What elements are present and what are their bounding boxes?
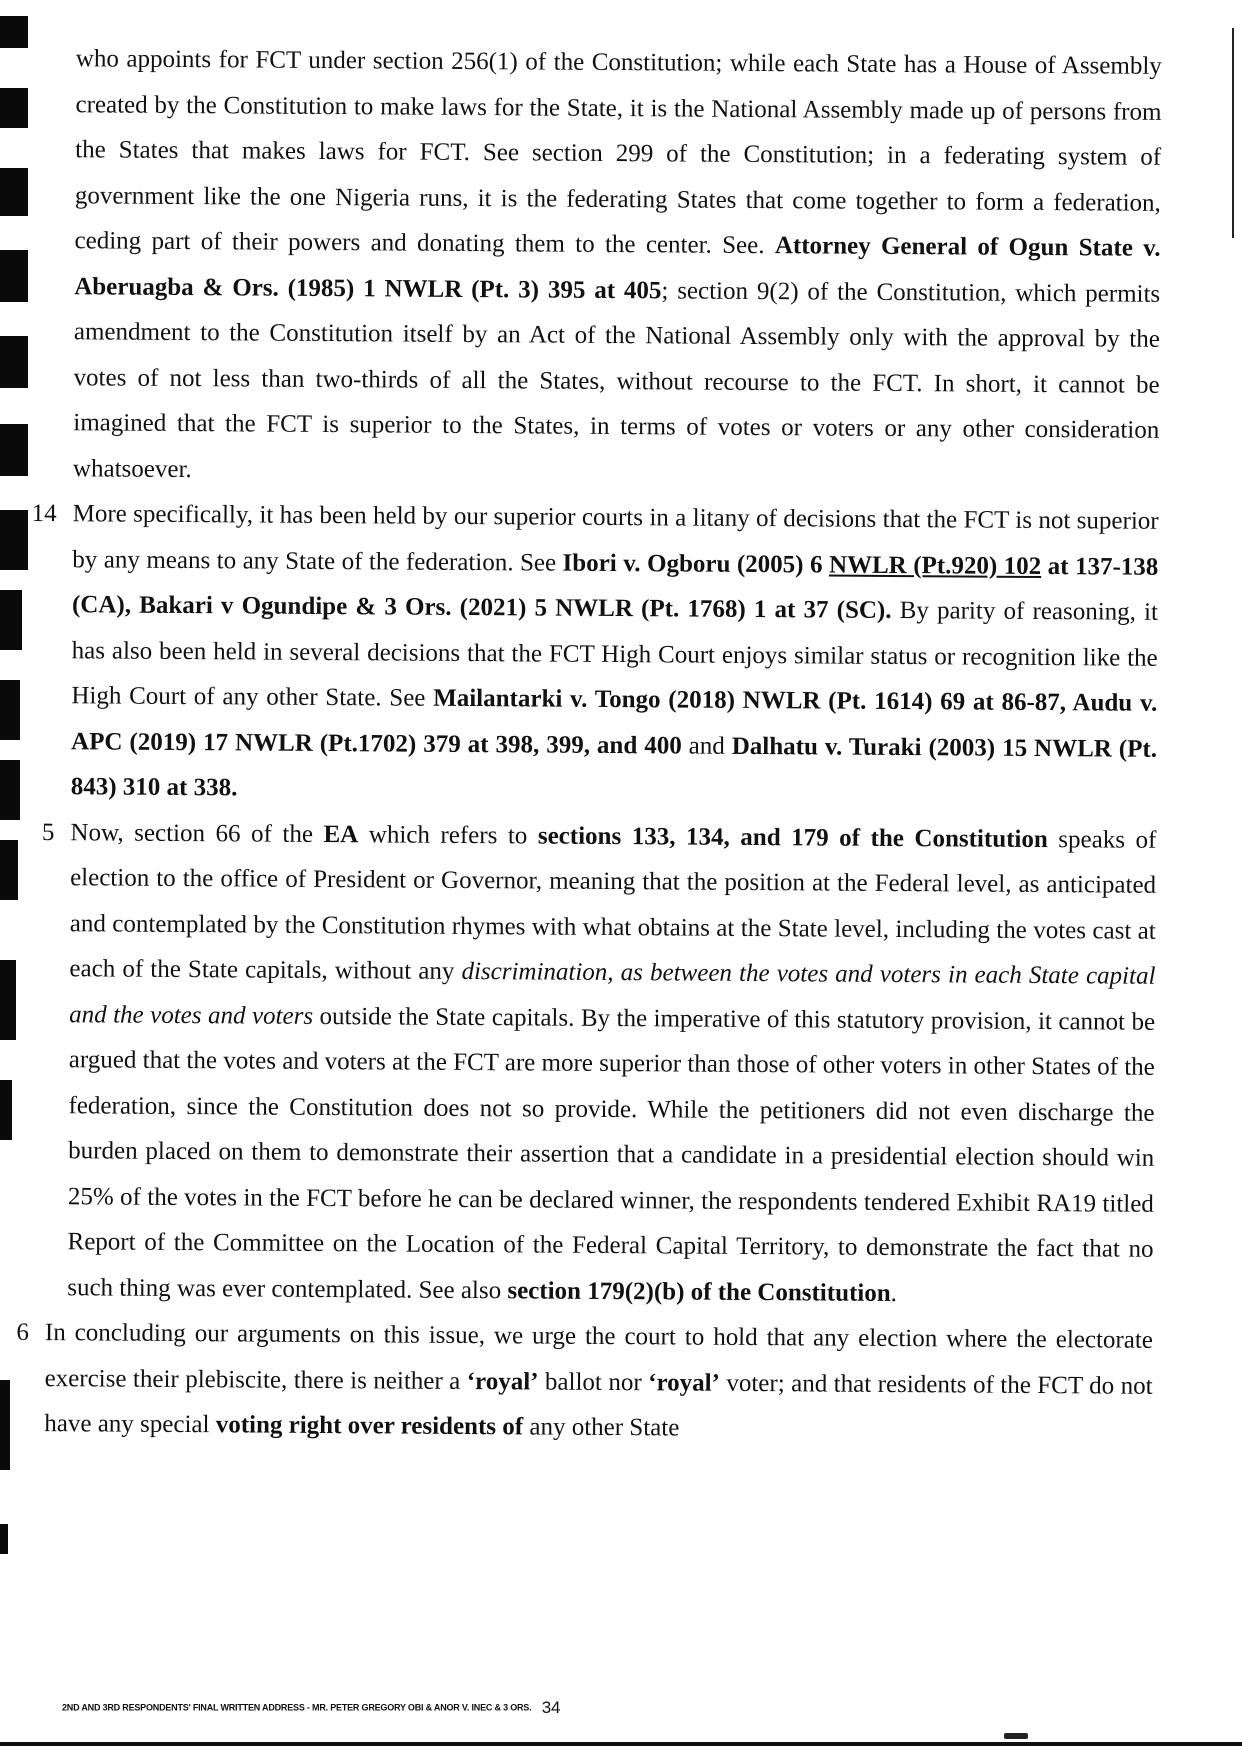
text-run: Ibori v. Ogboru (2005) 6 (562, 549, 830, 579)
binding-mark (0, 680, 20, 740)
binding-mark (0, 168, 28, 216)
page-number: 34 (541, 1698, 561, 1717)
paragraph-number: 6 (16, 1318, 30, 1346)
binding-mark (0, 336, 28, 388)
page-bottom-edge (0, 1742, 1242, 1746)
binding-mark (0, 960, 16, 1040)
text-run: ‘royal’ (648, 1368, 721, 1397)
binding-mark (0, 88, 28, 128)
text-run: outside the State capitals. By the imperative of this statutory provision, it cannot be argued that the votes and voters at the FCT are more superior than those of other voters in other States of the federation, since the Constitution does not so provide. While the petitioners did not even discharge the burden placed on them to demonstrate their assertion that a candidate in a presidential election should win 25% of the votes in the FCT before he can be declared winner, the respondents tendered Exhibit RA19 titled Report of the Committee on the Location of the Federal Capital Territory, to demonstrate the fact that no such thing was ever contemplated. See also (67, 1002, 1156, 1304)
text-run: ; section 9(2) of the Constitution, which permits amendment to the Constitution itself by an Act of the National Assembly only with the approval by the votes of not less than two-thirds of all the States, without recourse to the FCT. In short, it cannot be imagined that the FCT is superior to the States, in terms of votes or voters or any other consideration whatsoever. (72, 276, 1161, 483)
text-run: discrimination, as between the votes and voters in each State capital and the votes and voters (69, 957, 1156, 1030)
page-footer (62, 1698, 560, 1718)
binding-mark (0, 590, 22, 650)
text-run: Mailantarki v. Tongo (2018) NWLR (Pt. 1614) 69 at 86-87, Audu v. APC (2019) 17 NWLR (Pt.1702) 379 at 398, 399, and 400 (70, 684, 1158, 759)
text-run: sections 133, 134, and 179 of the Constitution (537, 821, 1048, 853)
text-run: speaks of election to the office of President or Governor, meaning that the position at the Federal level, as anticipated and contemplated by the Constitution rhymes with what obtains at the State level, including the votes cast at each of the State capitals, without any (69, 825, 1157, 985)
text-run: In concluding our arguments on this issue, we urge the court to hold that any election where the electorate exercise their plebiscite, there is neither a (44, 1319, 1154, 1395)
text-run: at 137-138 (CA), Bakari v Ogundipe & 3 Ors. (2021) 5 NWLR (Pt. 1768) 1 at 37 (SC). (71, 552, 1159, 624)
binding-mark (0, 1524, 8, 1554)
text-run: Attorney General of Ogun State v. Aberuagba & Ors. (1985) 1 NWLR (Pt. 3) 395 at 405 (74, 232, 1161, 304)
paragraph (37, 36, 1162, 499)
paragraph-number: 14 (31, 499, 57, 528)
paragraph (8, 1310, 1153, 1454)
text-run: More specifically, it has been held by our superior courts in a litany of decisions that the FCT is not superior by any means to any State of the federation. See (72, 500, 1159, 577)
text-run: who appoints for FCT under section 256(1) of the Constitution; while each State has a House of Assembly created by the Constitution to make laws for the State, it is the National Assembly made up of persons from the States that makes laws for FCT. See section 299 of the Constitution; in a federating system of government like the one Nigeria runs, it is the federating States that come together to form a federation, ceding part of their powers and donating them to the center. See. (74, 45, 1162, 260)
scan-edge-line (1232, 28, 1234, 238)
text-run: voter; and that residents of the FCT do not have any special (44, 1369, 1153, 1439)
body-text (16, 36, 1162, 1454)
footer-caption: 2ND AND 3RD RESPONDENTS' FINAL WRITTEN ADDRESS - MR. PETER GREGORY OBI & ANOR V. INEC & 3 ORS. (62, 1702, 532, 1713)
paragraph (31, 809, 1156, 1317)
text-run: By parity of reasoning, it has also been held in several decisions that the FCT High Court enjoys similar status or recognition like the High Court of any other State. See (71, 596, 1159, 712)
text-run: and (681, 731, 732, 760)
paragraph (31, 491, 1159, 817)
binding-mark (0, 250, 28, 302)
binding-mark (0, 16, 28, 48)
text-run: Now, section 66 of the (70, 818, 324, 848)
binding-mark (0, 1080, 12, 1140)
text-run: any other State (523, 1413, 680, 1442)
text-run: NWLR (Pt.920) 102 (828, 551, 1042, 580)
text-run: section 179(2)(b) of the Constitution (507, 1276, 891, 1307)
paragraph-number: 5 (41, 818, 55, 846)
text-run: ‘royal’ (466, 1367, 539, 1396)
binding-mark (0, 424, 28, 476)
text-run: . (890, 1279, 898, 1307)
text-run: EA (323, 820, 359, 848)
ink-mark (1004, 1733, 1028, 1739)
text-run: Dalhatu v. Turaki (2003) 15 NWLR (Pt. 843) 310 at 338. (70, 732, 1158, 802)
text-run: voting right over residents of (215, 1411, 524, 1441)
text-run: ballot nor (538, 1368, 649, 1396)
text-run: which refers to (358, 820, 538, 849)
